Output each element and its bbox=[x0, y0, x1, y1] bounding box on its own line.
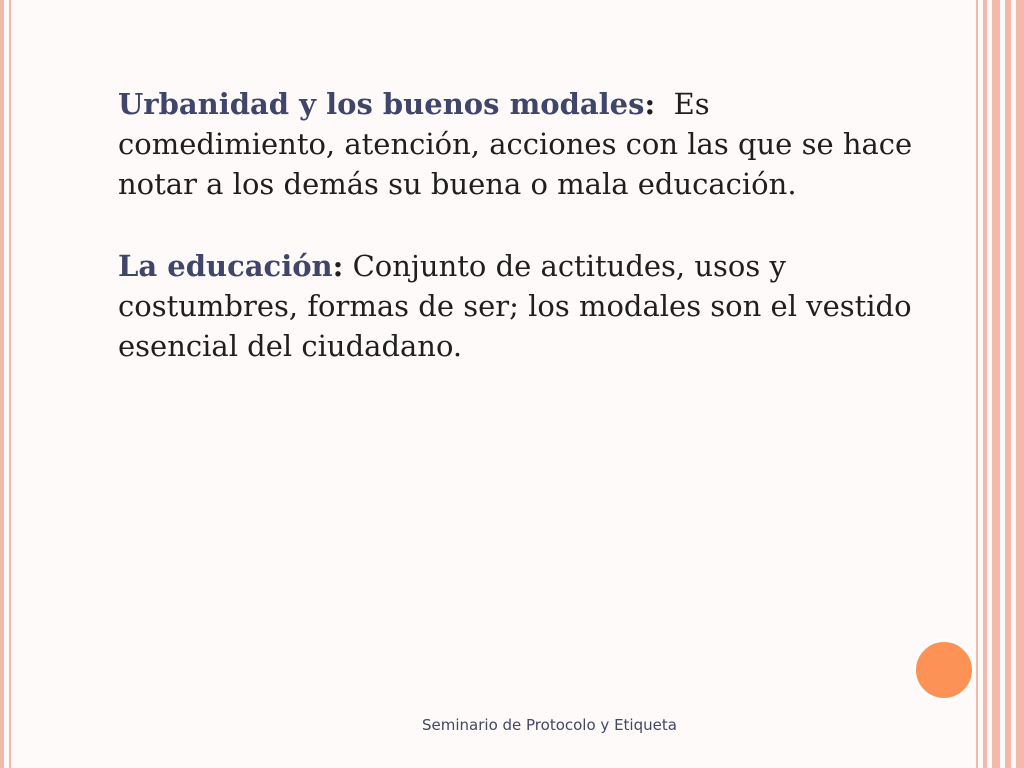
term-educacion: La educación bbox=[118, 249, 333, 283]
border-line-right-3 bbox=[992, 0, 1000, 768]
term-colon: : bbox=[332, 249, 344, 283]
slide-content bbox=[118, 84, 922, 408]
border-line-left bbox=[0, 0, 4, 768]
definition-urbanidad: Es comedimiento, atención, acciones con las que se hace notar a los demás su buena o mala educación. bbox=[118, 87, 922, 201]
decorative-circle-icon bbox=[913, 639, 975, 701]
border-line-right-2 bbox=[983, 0, 987, 768]
border-line-right-4 bbox=[1005, 0, 1011, 768]
term-colon: : bbox=[644, 87, 656, 121]
border-line-right-1 bbox=[976, 0, 978, 768]
paragraph-urbanidad bbox=[118, 84, 922, 204]
term-urbanidad: Urbanidad y los buenos modales bbox=[118, 87, 645, 121]
definition-educacion: Conjunto de actitudes, usos y costumbres, formas de ser; los modales son el vestido esencial del ciudadano. bbox=[118, 249, 921, 363]
border-line-left-thin bbox=[9, 0, 11, 768]
paragraph-educacion bbox=[118, 246, 921, 366]
border-line-right-5 bbox=[1016, 0, 1024, 768]
slide-footer: Seminario de Protocolo y Etiqueta bbox=[422, 716, 677, 734]
